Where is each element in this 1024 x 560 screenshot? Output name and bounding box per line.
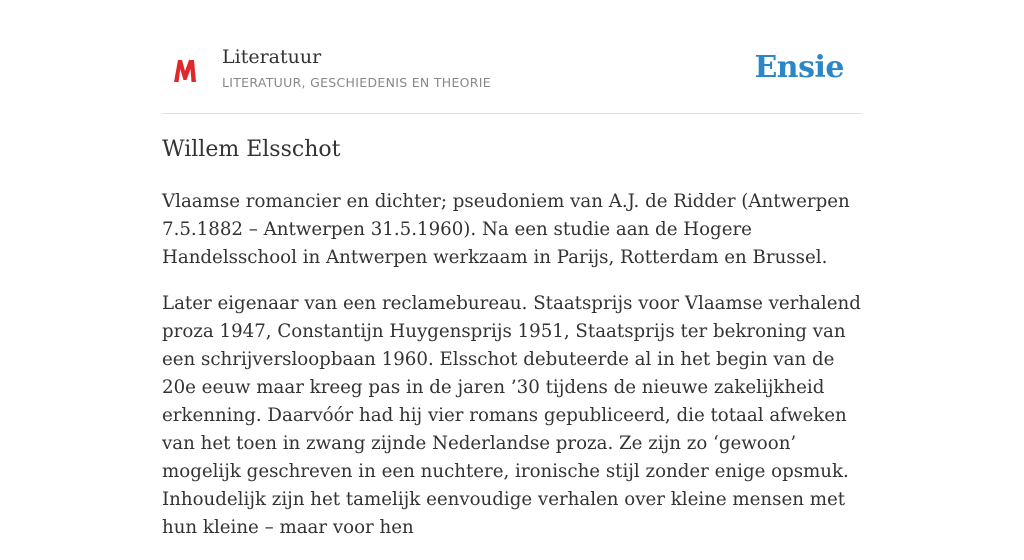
article-body [162, 188, 862, 560]
article-title: Willem Elsschot [162, 137, 341, 162]
article-paragraph: Vlaamse romancier en dichter; pseudoniem van A.J. de Ridder (Antwerpen 7.5.1882 – Antwerpen 31.5.1960). Na een studie aan de Hogere Handelsschool in Antwerpen werkzaam in Parijs, Rotterdam en Brussel. [162, 191, 850, 268]
site-header [162, 0, 862, 114]
m-logo-icon[interactable] [172, 56, 198, 84]
ensie-brand-logo[interactable]: Ensie [754, 50, 844, 85]
site-subtitle: LITERATUUR, GESCHIEDENIS EN THEORIE [222, 75, 491, 90]
page-container [162, 0, 862, 538]
article-paragraph: Later eigenaar van een reclamebureau. Staatsprijs voor Vlaamse verhalend proza 1947, Constantijn Huygensprijs 1951, Staatsprijs ter bekroning van een schrijversloopbaan 1960. Elsschot debuteerde al in het begin van de 20e eeuw maar kreeg pas in de jaren ’30 tijdens de nieuwe zakelijkheid erkenning. Daarvóór had hij vier romans gepubliceerd, die totaal afweken van het toen in zwang zijnde Nederlandse proza. Ze zijn zo ‘gewoon’ mogelijk geschreven in een nuchtere, ironische stijl zonder enige opsmuk. Inhoudelijk zijn het tamelijk eenvoudige verhalen over kleine mensen met hun kleine – maar voor hen [162, 293, 861, 538]
site-title[interactable]: Literatuur [222, 46, 322, 68]
